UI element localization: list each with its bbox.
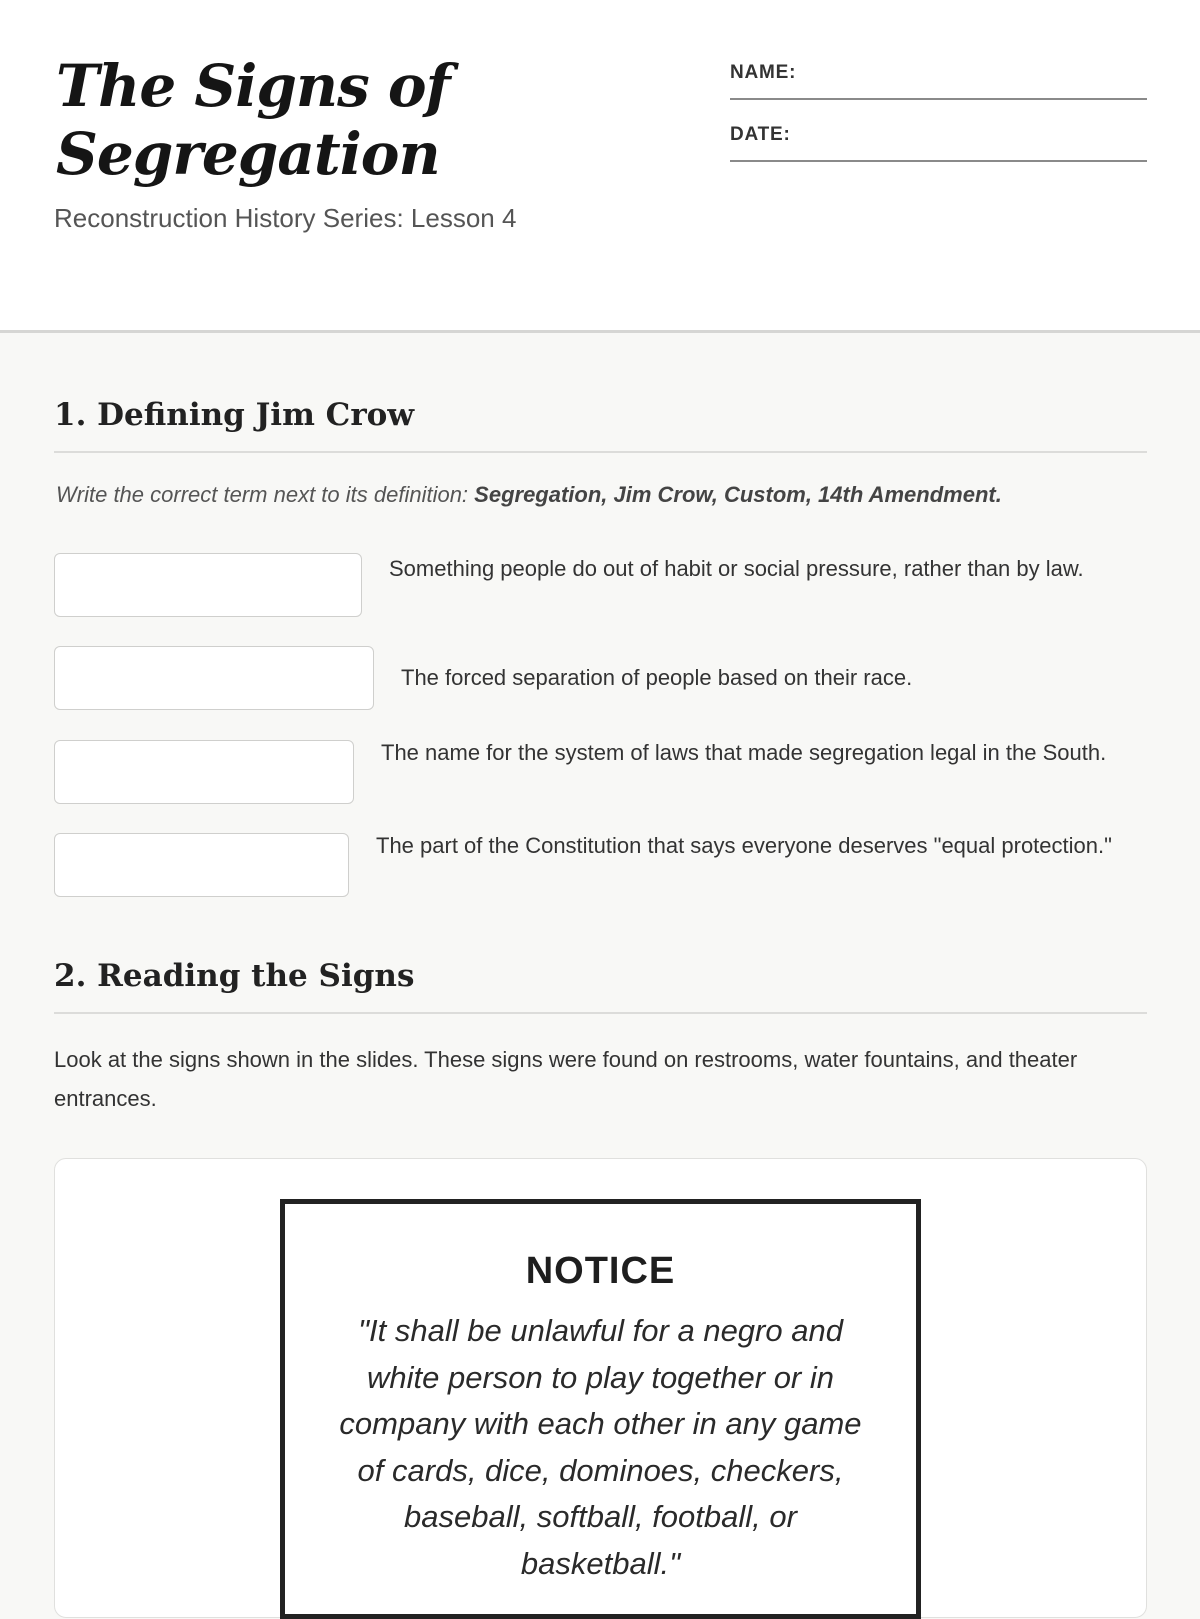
name-label: NAME: [730, 62, 797, 83]
date-label: DATE: [730, 124, 791, 145]
section-1-heading: 1. Defining Jim Crow [54, 395, 1147, 453]
date-input[interactable] [820, 120, 1147, 158]
sign-quote: "It shall be unlawful for a negro and white person to play together or in company with each other in any game of cards, dice, dominoes, checkers, baseball, softball, football, or basketball." [339, 1313, 862, 1581]
sign-heading: NOTICE [525, 1250, 676, 1292]
date-field-row [730, 120, 1147, 162]
definition-row [54, 646, 1154, 714]
term-answer-input[interactable] [54, 553, 362, 617]
name-field-row [730, 58, 1147, 100]
term-answer-input[interactable] [54, 740, 354, 804]
name-input[interactable] [820, 58, 1147, 96]
definition-row [54, 553, 1154, 621]
definition-row [54, 833, 1154, 901]
term-answer-input[interactable] [54, 646, 374, 710]
page-title: The Signs of Segregation [56, 52, 450, 188]
instructions-term-list: Segregation, Jim Crow, Custom, 14th Amendment. [474, 482, 1002, 507]
instructions-text: Write the correct term next to its definition: [56, 482, 475, 507]
section-1-instructions [56, 482, 1156, 508]
definition-text: The part of the Constitution that says everyone deserves "equal protection." [376, 833, 1112, 858]
term-answer-input[interactable] [54, 833, 349, 897]
page-subtitle: Reconstruction History Series: Lesson 4 [54, 203, 517, 233]
definition-row [54, 740, 1154, 808]
definition-text: Something people do out of habit or social pressure, rather than by law. [389, 556, 1084, 581]
section-2-intro: Look at the signs shown in the slides. These signs were found on restrooms, water fountains, and theater entrances. [54, 1047, 1078, 1111]
segregation-sign [280, 1199, 921, 1619]
definition-text: The name for the system of laws that made segregation legal in the South. [381, 740, 1107, 765]
definition-text: The forced separation of people based on their race. [401, 665, 913, 690]
worksheet-header [0, 0, 1200, 333]
section-2-heading: 2. Reading the Signs [54, 956, 1147, 1014]
